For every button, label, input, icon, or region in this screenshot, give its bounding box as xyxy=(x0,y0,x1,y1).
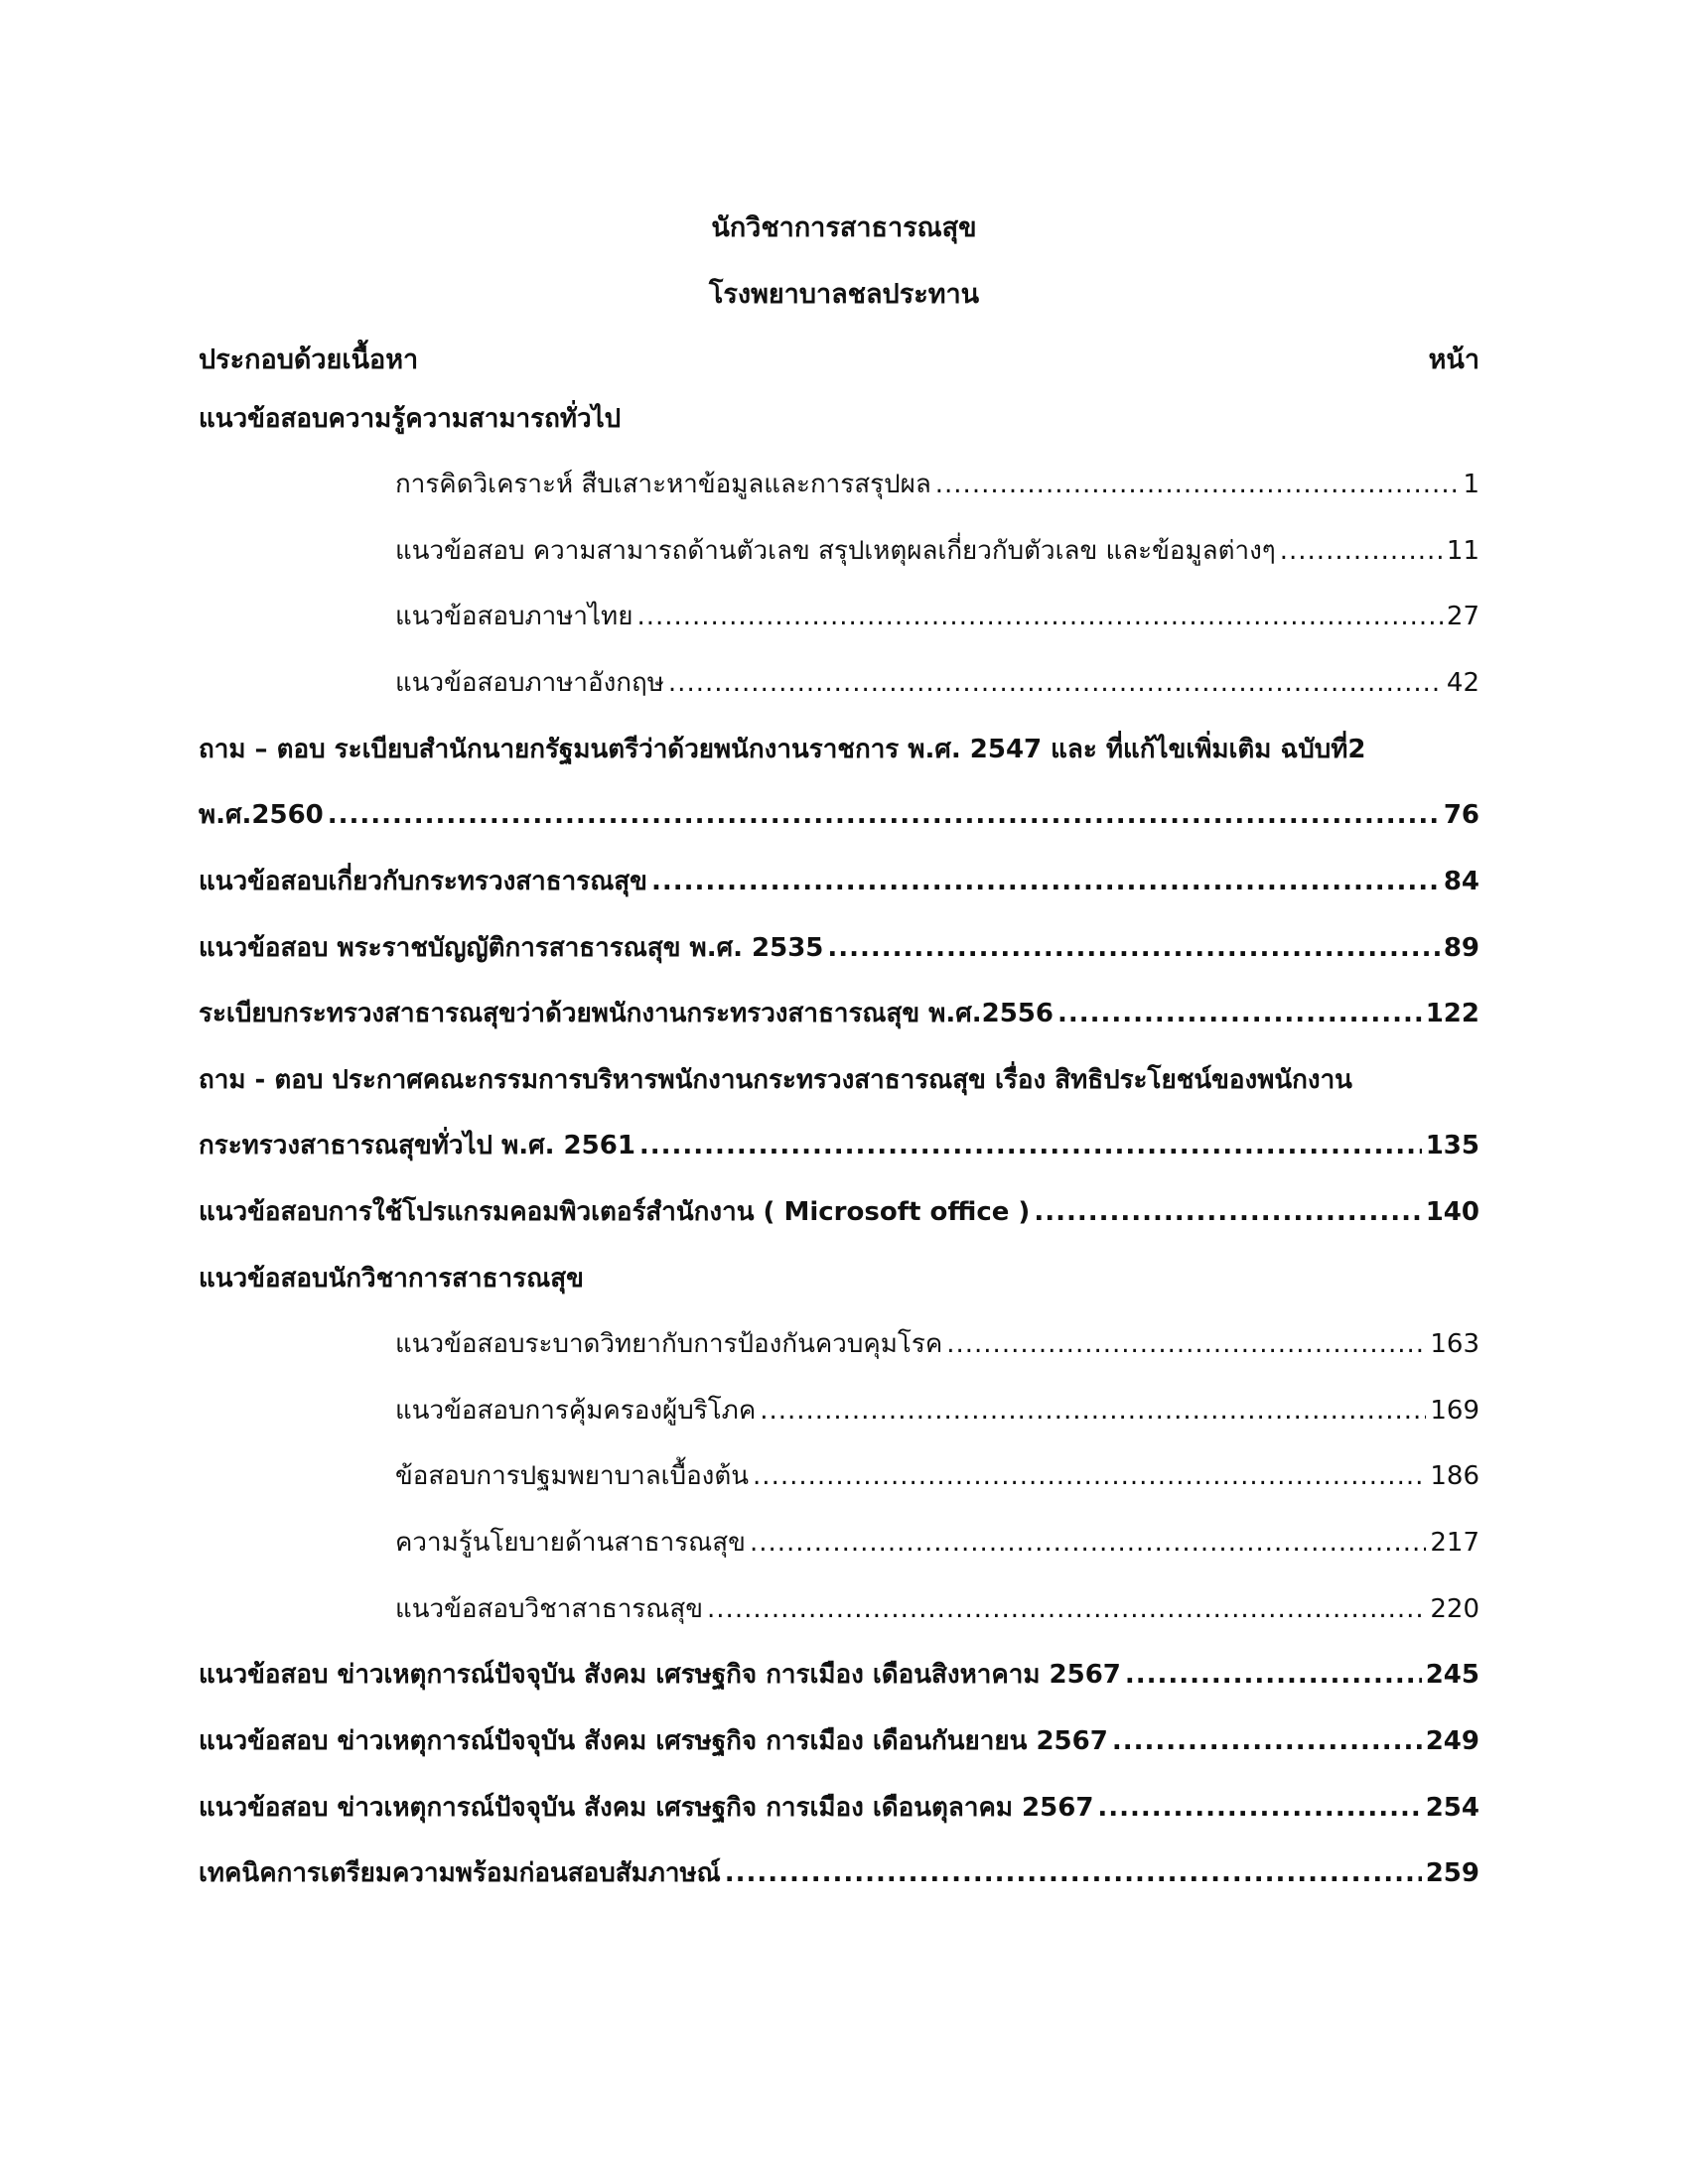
toc-entry-text: ถาม - ตอบ ประกาศคณะกรรมการบริหารพนักงานกระทรวงสาธารณสุข เรื่อง สิทธิประโยชน์ของพนักงาน xyxy=(199,1065,1352,1095)
toc-entry-page: 135 xyxy=(1425,1131,1479,1160)
toc-header xyxy=(199,338,1479,380)
toc-section-heading xyxy=(199,399,1479,439)
toc-entry-text: ความรู้นโยบายด้านสาธารณสุข xyxy=(395,1528,746,1558)
dot-leader xyxy=(827,928,1439,968)
toc-entry-page: 1 xyxy=(1463,470,1479,499)
dot-leader xyxy=(935,465,1460,504)
toc-entry-text: การคิดวิเคราะห์ สืบเสาะหาข้อมูลและการสรุปผล xyxy=(395,470,931,499)
dot-leader xyxy=(760,1391,1426,1431)
toc-entry-text: แนวข้อสอบการคุ้มครองผู้บริโภค xyxy=(395,1396,757,1426)
toc-entry[interactable] xyxy=(395,1589,1479,1629)
toc-entry-page: 249 xyxy=(1425,1726,1479,1756)
toc-entry-text: แนวข้อสอบภาษาอังกฤษ xyxy=(395,668,664,698)
toc-entry[interactable] xyxy=(199,1655,1479,1695)
toc-entry[interactable] xyxy=(199,928,1479,968)
toc-entry[interactable] xyxy=(199,1126,1479,1165)
page-column-label: หน้า xyxy=(1428,344,1479,375)
toc-entry-text: แนวข้อสอบภาษาไทย xyxy=(395,602,633,631)
toc-entry-page: 122 xyxy=(1425,999,1479,1028)
toc-entry[interactable] xyxy=(395,1523,1479,1563)
dot-leader xyxy=(636,597,1442,636)
toc-entry-page: 27 xyxy=(1446,602,1479,631)
toc-entry-text: พ.ศ.2560 xyxy=(199,800,324,830)
toc-entry-page: 259 xyxy=(1425,1858,1479,1888)
contents-label: ประกอบด้วยเนื้อหา xyxy=(199,344,419,375)
toc-entry-page: 217 xyxy=(1430,1528,1479,1558)
toc-entry-page: 245 xyxy=(1425,1660,1479,1690)
toc-entry[interactable] xyxy=(395,465,1479,504)
toc-entry-page: 11 xyxy=(1446,536,1479,566)
toc-entry-page: 220 xyxy=(1430,1594,1479,1624)
toc-entry-page: 89 xyxy=(1443,933,1479,963)
dot-leader xyxy=(639,1126,1422,1165)
toc-entry-page: 76 xyxy=(1443,800,1479,830)
toc-entry-text: แนวข้อสอบ ข่าวเหตุการณ์ปัจจุบัน สังคม เศรษฐกิจ การเมือง เดือนสิงหาคาม 2567 xyxy=(199,1660,1121,1690)
dot-leader xyxy=(753,1456,1426,1496)
toc-entry-text: ระเบียบกระทรวงสาธารณสุขว่าด้วยพนักงานกระทรวงสาธารณสุข พ.ศ.2556 xyxy=(199,999,1054,1028)
toc-entry-text: แนวข้อสอบนักวิชาการสาธารณสุข xyxy=(199,1264,584,1294)
dot-leader xyxy=(651,862,1440,901)
dot-leader xyxy=(1112,1721,1422,1761)
dot-leader xyxy=(1125,1655,1422,1695)
toc-entry[interactable] xyxy=(199,795,1479,835)
toc-entry-continued[interactable] xyxy=(199,1060,1479,1100)
toc-entry[interactable] xyxy=(395,663,1479,703)
dot-leader xyxy=(725,1853,1422,1893)
dot-leader xyxy=(668,663,1443,703)
toc-entry[interactable] xyxy=(395,531,1479,571)
dot-leader xyxy=(328,795,1440,835)
dot-leader xyxy=(1057,994,1422,1033)
toc-entry[interactable] xyxy=(199,1788,1479,1828)
toc-entry-text: เทคนิคการเตรียมความพร้อมก่อนสอบสัมภาษณ์ xyxy=(199,1858,721,1888)
toc-entry-page: 186 xyxy=(1430,1461,1479,1491)
toc-section-heading xyxy=(199,1259,1479,1298)
toc-entry-page: 84 xyxy=(1443,867,1479,896)
toc-entry-text: แนวข้อสอบ พระราชบัญญัติการสาธารณสุข พ.ศ. 2535 xyxy=(199,933,824,963)
toc-entry-continued[interactable] xyxy=(199,730,1479,769)
toc-entry-text: แนวข้อสอบความรู้ความสามารถทั่วไป xyxy=(199,404,622,434)
toc-entry[interactable] xyxy=(199,1192,1479,1232)
toc-entry[interactable] xyxy=(199,862,1479,901)
dot-leader xyxy=(1034,1192,1421,1232)
dot-leader xyxy=(1097,1788,1421,1828)
toc-entry-text: แนวข้อสอบ ความสามารถด้านตัวเลข สรุปเหตุผลเกี่ยวกับตัวเลข และข้อมูลต่างๆ xyxy=(395,536,1276,566)
toc-entry-text: แนวข้อสอบ ข่าวเหตุการณ์ปัจจุบัน สังคม เศรษฐกิจ การเมือง เดือนตุลาคม 2567 xyxy=(199,1793,1094,1823)
toc-entry-text: แนวข้อสอบระบาดวิทยากับการป้องกันควบคุมโรค xyxy=(395,1329,943,1359)
dot-leader xyxy=(750,1523,1426,1563)
toc-entry-text: แนวข้อสอบการใช้โปรแกรมคอมพิวเตอร์สำนักงาน ( Microsoft office ) xyxy=(199,1197,1031,1227)
toc-entry[interactable] xyxy=(395,1456,1479,1496)
toc-entry-page: 42 xyxy=(1446,668,1479,698)
dot-leader xyxy=(707,1589,1426,1629)
toc-entry-text: ข้อสอบการปฐมพยาบาลเบื้องต้น xyxy=(395,1461,750,1491)
toc-entry[interactable] xyxy=(199,994,1479,1033)
document-subtitle: โรงพยาบาลชลประทาน xyxy=(708,279,980,310)
toc-entry[interactable] xyxy=(395,597,1479,636)
toc-entry-page: 169 xyxy=(1430,1396,1479,1426)
toc-entry-text: แนวข้อสอบเกี่ยวกับกระทรวงสาธารณสุข xyxy=(199,867,647,896)
toc-entry[interactable] xyxy=(199,1853,1479,1893)
toc-entry[interactable] xyxy=(395,1391,1479,1431)
toc-entry-text: กระทรวงสาธารณสุขทั่วไป พ.ศ. 2561 xyxy=(199,1131,635,1160)
toc-entry-page: 254 xyxy=(1425,1793,1479,1823)
dot-leader xyxy=(1280,531,1443,571)
toc-entry-text: แนวข้อสอบวิชาสาธารณสุข xyxy=(395,1594,704,1624)
toc-entry-page: 163 xyxy=(1430,1329,1479,1359)
document-title: นักวิชาการสาธารณสุข xyxy=(711,212,977,243)
toc-entry-text: ถาม – ตอบ ระเบียบสำนักนายกรัฐมนตรีว่าด้วยพนักงานราชการ พ.ศ. 2547 และ ที่แก้ไขเพิ่มเติม ฉบับที่2 xyxy=(199,735,1366,764)
toc-entry[interactable] xyxy=(395,1324,1479,1364)
toc-entry[interactable] xyxy=(199,1721,1479,1761)
dot-leader xyxy=(946,1324,1426,1364)
toc-entry-text: แนวข้อสอบ ข่าวเหตุการณ์ปัจจุบัน สังคม เศรษฐกิจ การเมือง เดือนกันยายน 2567 xyxy=(199,1726,1108,1756)
toc-entry-page: 140 xyxy=(1425,1197,1479,1227)
